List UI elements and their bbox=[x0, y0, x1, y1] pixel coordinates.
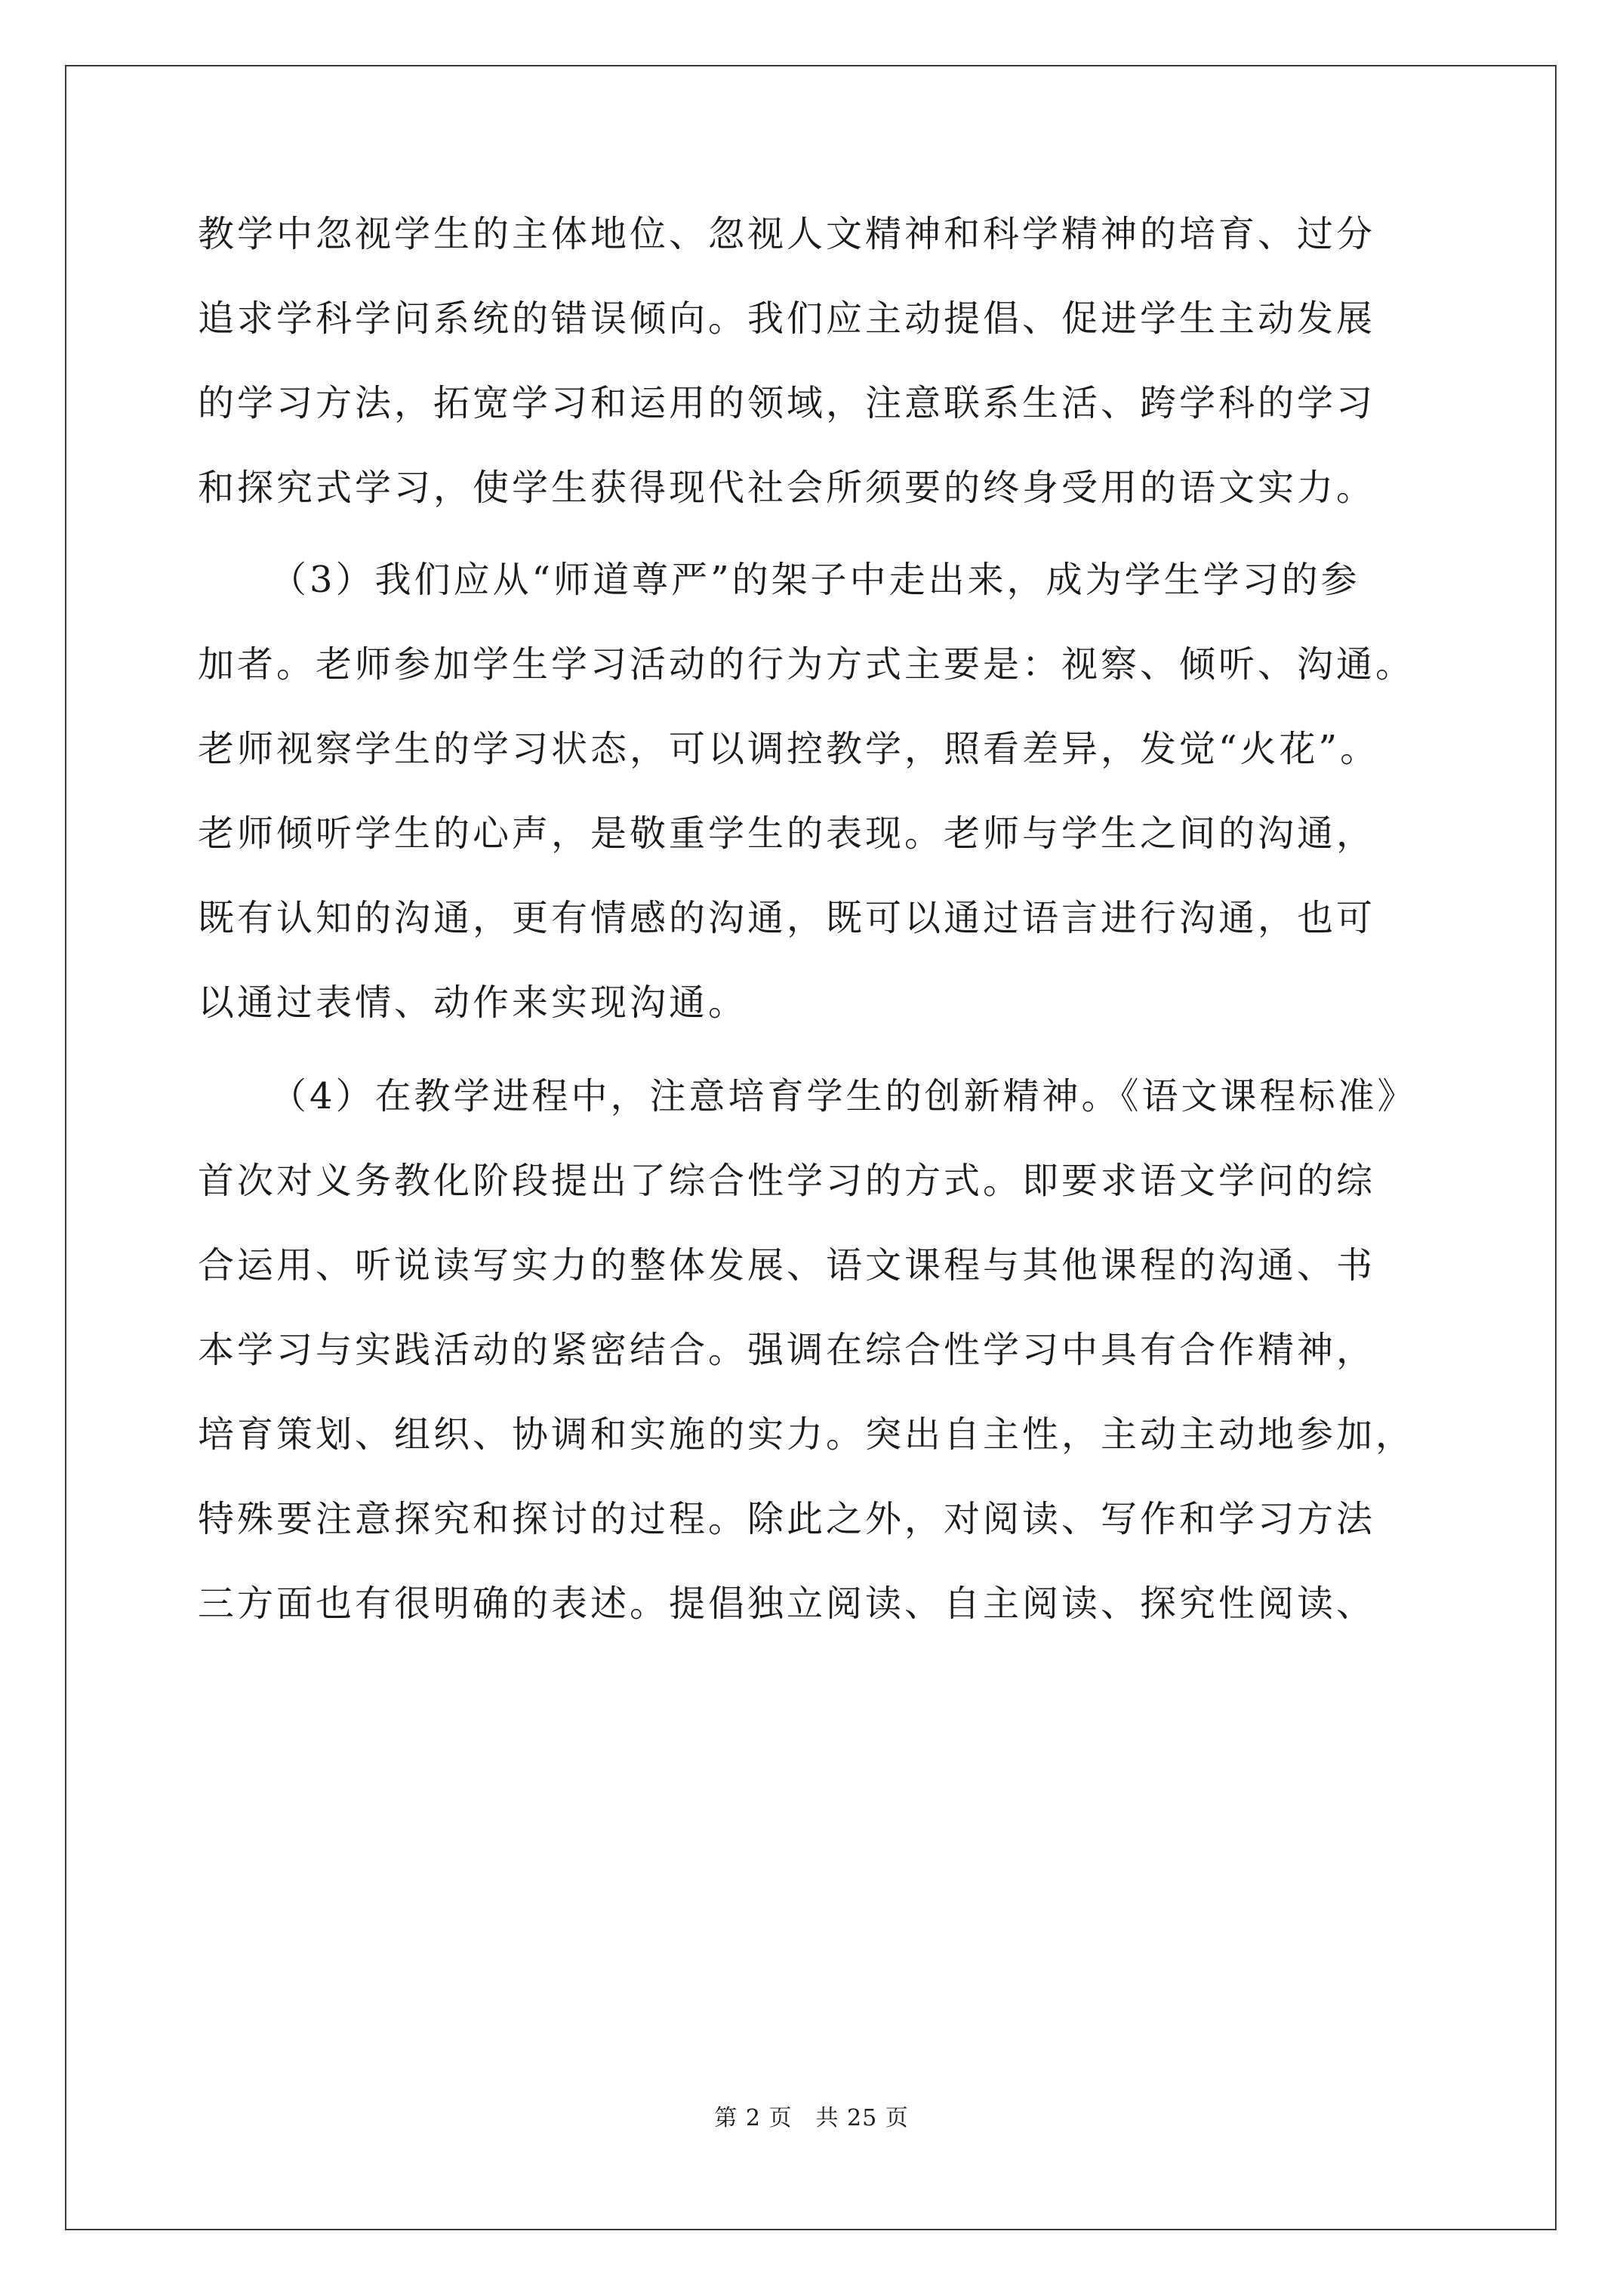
text-line: 特殊要注意探究和探讨的过程。除此之外，对阅读、写作和学习方法 bbox=[198, 1498, 1376, 1540]
paragraph-start-line: （3）我们应从“师道尊严”的架子中走出来，成为学生学习的参 bbox=[270, 559, 1360, 601]
text-line: 三方面也有很明确的表述。提倡独立阅读、自主阅读、探究性阅读、 bbox=[198, 1583, 1376, 1625]
text-line: 和探究式学习，使学生获得现代社会所须要的终身受用的语文实力。 bbox=[198, 467, 1376, 509]
text-line: 首次对义务教化阶段提出了综合性学习的方式。即要求语文学问的综 bbox=[198, 1160, 1376, 1202]
text-line: 合运用、听说读写实力的整体发展、语文课程与其他课程的沟通、书 bbox=[198, 1244, 1376, 1287]
page-number-footer: 第 2 页 共 25 页 bbox=[714, 2105, 909, 2131]
text-line: 既有认知的沟通，更有情感的沟通，既可以通过语言进行沟通，也可 bbox=[198, 897, 1376, 939]
text-line: 追求学科学问系统的错误倾向。我们应主动提倡、促进学生主动发展 bbox=[198, 297, 1376, 340]
text-line: 培育策划、组织、协调和实施的实力。突出自主性，主动主动地参加， bbox=[198, 1413, 1415, 1456]
text-line: 以通过表情、动作来实现沟通。 bbox=[198, 982, 748, 1024]
text-line: 老师视察学生的学习状态，可以调控教学，照看差异，发觉“火花”。 bbox=[198, 728, 1380, 770]
text-line: 加者。老师参加学生学习活动的行为方式主要是：视察、倾听、沟通。 bbox=[198, 643, 1415, 686]
text-line: 老师倾听学生的心声，是敬重学生的表现。老师与学生之间的沟通， bbox=[198, 812, 1376, 855]
paragraph-start-line: （4）在教学进程中，注意培育学生的创新精神。《语文课程标准》 bbox=[270, 1075, 1417, 1117]
text-line: 的学习方法，拓宽学习和运用的领域，注意联系生活、跨学科的学习 bbox=[198, 382, 1376, 424]
text-line: 本学习与实践活动的紧密结合。强调在综合性学习中具有合作精神， bbox=[198, 1329, 1376, 1371]
text-line: 教学中忽视学生的主体地位、忽视人文精神和科学精神的培育、过分 bbox=[198, 213, 1376, 255]
